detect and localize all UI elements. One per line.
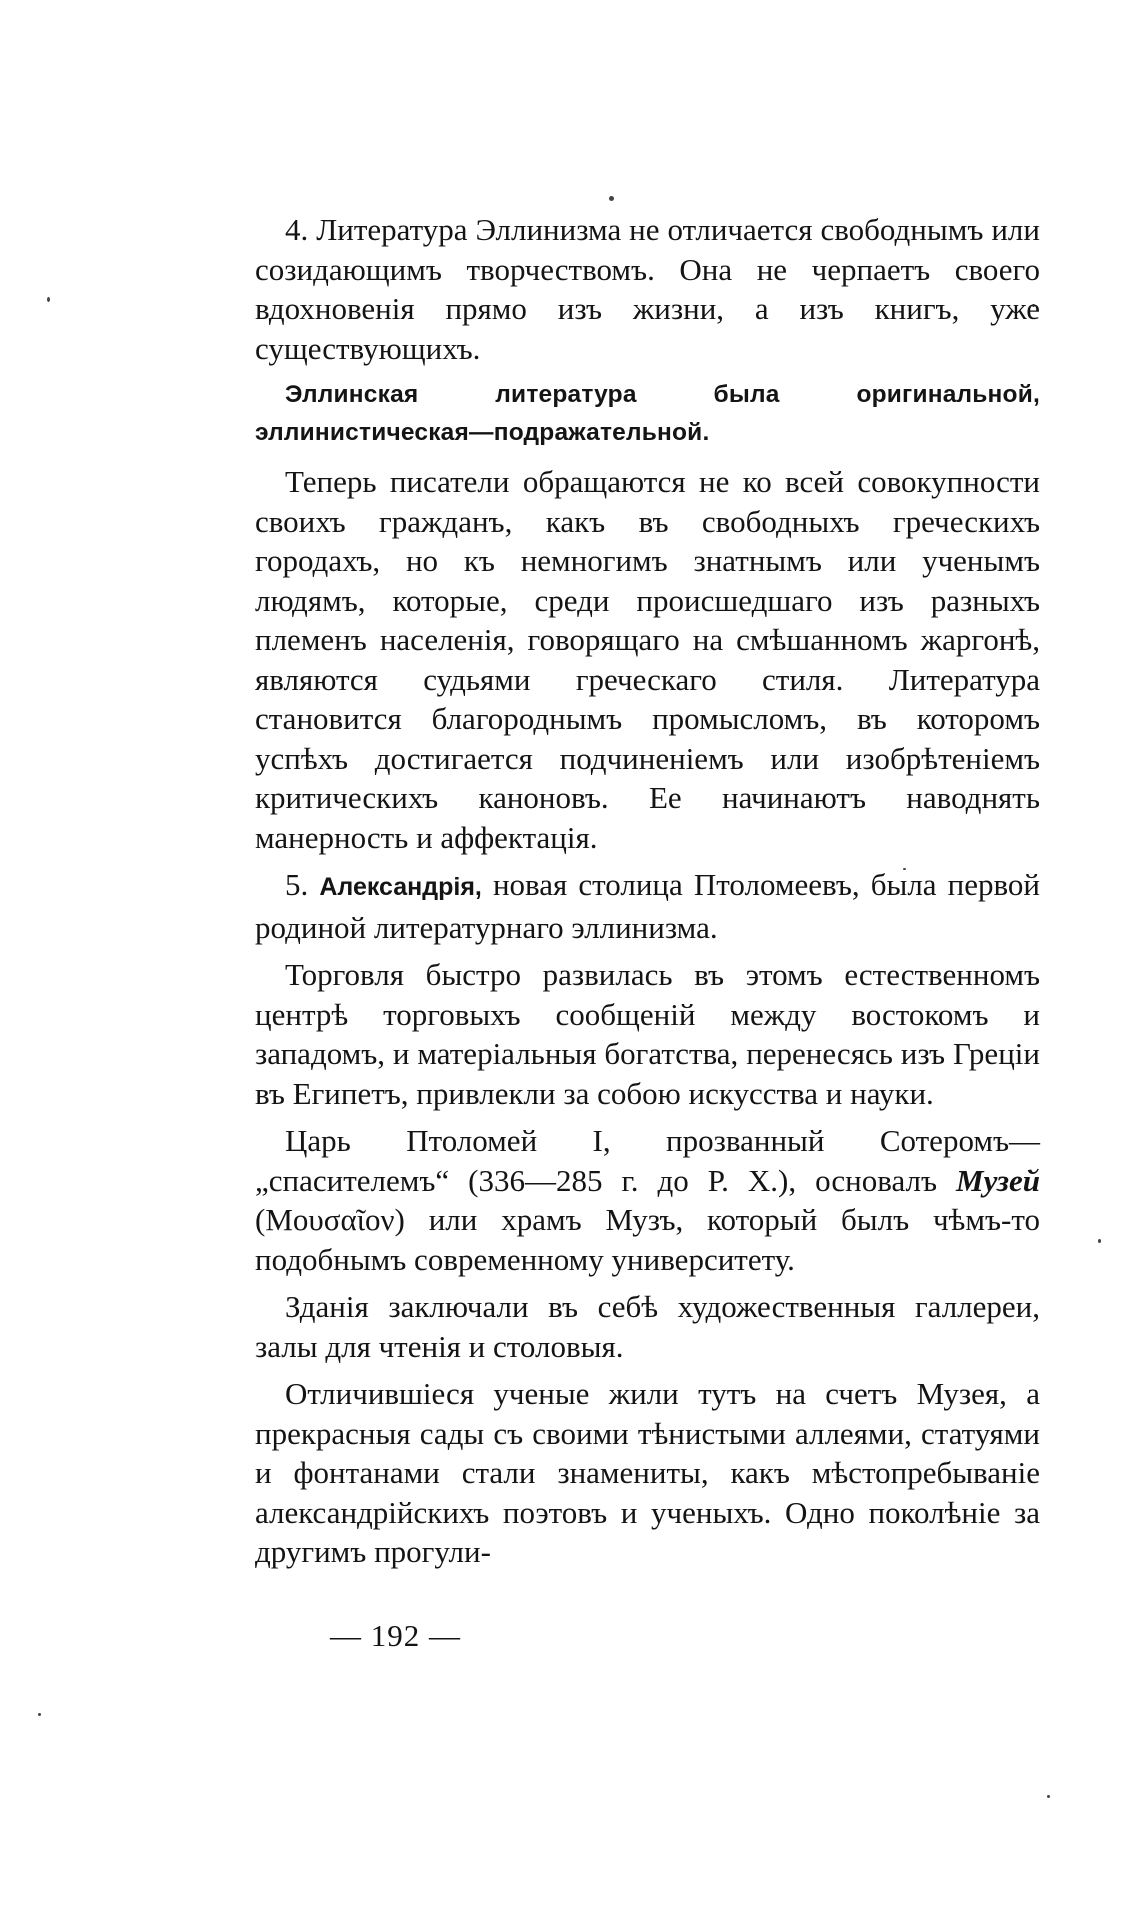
paragraph-5-text: новая столица Птоломеевъ, была первой родиной литературнаго эллинизма.: [255, 867, 1041, 945]
paragraph-trade: Торговля быстро развилась въ этомъ естественномъ центрѣ торговыхъ сообщеній между востокомъ и западомъ, и матеріальныя богатства, перенесясь изъ Греціи въ Египетъ, привлекли за собою искусства и науки.: [255, 957, 1040, 1111]
print-speck: [609, 196, 614, 201]
paragraph-ptolemy: [255, 1121, 1040, 1279]
paragraph-writers: Теперь писатели обращаются не ко всей совокупности своихъ гражданъ, какъ въ свободныхъ греческихъ городахъ, но къ немногимъ знатнымъ или ученымъ людямъ, которые, среди происшедшаго изъ разныхъ племенъ населенія, говорящаго на смѣшанномъ жаргонѣ, являются судьями греческаго стиля. Литература становится благороднымъ промысломъ, въ которомъ успѣхъ достигается подчиненіемъ или изобрѣтеніемъ критическихъ каноновъ. Ее начинаютъ наводнять манерность и аффектація.: [255, 464, 1040, 855]
page-number: — 192 —: [330, 1618, 461, 1653]
museum-term: Музей: [956, 1162, 1041, 1198]
paragraph-5: [255, 865, 1040, 947]
body-text: [255, 210, 1040, 1580]
ptolemy-text-start: Царь Птоломей I, прозванный Сотеромъ—„спасителемъ“ (336—285 г. до Р. Х.), основалъ: [255, 1123, 1040, 1198]
ptolemy-text-end: или храмъ Музъ, который былъ чѣмъ-то подобнымъ современному университету.: [255, 1202, 1040, 1277]
bold-statement: Эллинская литература была оригинальной, эллинистическая—подражательной.: [255, 381, 1040, 446]
greek-term: (Μουσαῖον): [255, 1202, 405, 1237]
print-speck: [38, 1713, 41, 1716]
print-speck: [1098, 1239, 1101, 1243]
paragraph-scholars: Отличившіеся ученые жили тутъ на счетъ Музея, а прекрасныя сады съ своими тѣнистыми аллеями, статуями и фонтанами стали знамениты, какъ мѣстопребываніе александрійскихъ поэтовъ и ученыхъ. Одно поколѣніе за другимъ прогули-: [255, 1376, 1040, 1569]
section-number: 5.: [285, 867, 309, 902]
paragraph-buildings: Зданія заключали въ себѣ художественныя галлереи, залы для чтенія и столовыя.: [255, 1289, 1040, 1364]
print-speck: [47, 297, 50, 302]
paragraph-4: 4. Литература Эллинизма не отличается свободнымъ или созидающимъ творчествомъ. Она не черпаетъ своего вдохновенія прямо изъ жизни, а изъ книгъ, уже существующихъ.: [255, 212, 1040, 366]
print-speck: [1047, 1795, 1050, 1798]
alexandria-term: Александрія,: [319, 873, 482, 901]
